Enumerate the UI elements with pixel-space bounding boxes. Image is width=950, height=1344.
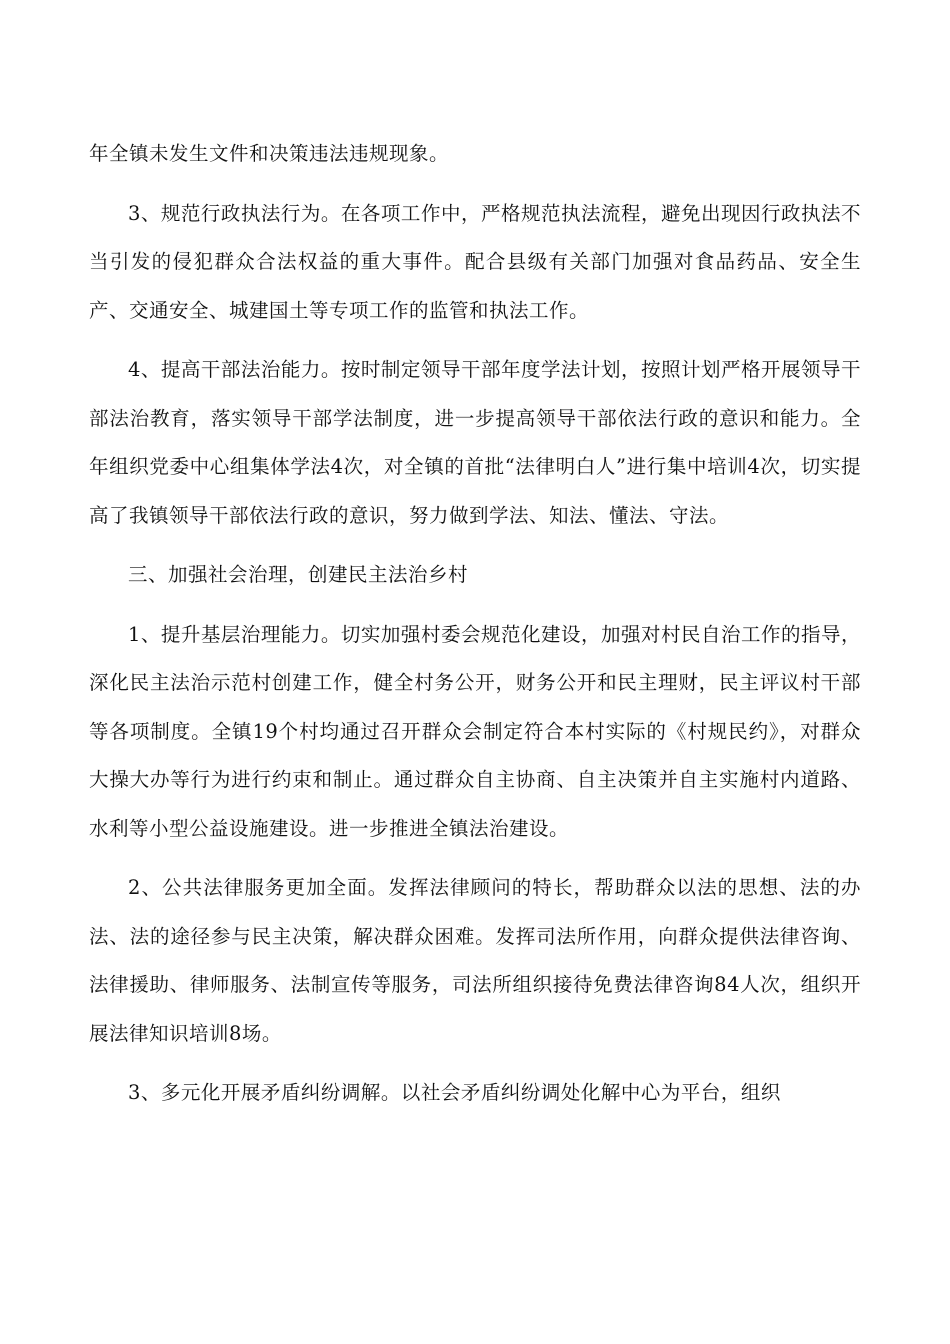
section-heading-3: 三、加强社会治理，创建民主法治乡村 [128,563,469,586]
paragraph-item-3-dispute-mediation: 3、多元化开展矛盾纠纷调解。以社会矛盾纠纷调处化解中心为平台，组织 [128,1081,781,1104]
paragraph-item-3-law-enforcement: 3、规范行政执法行为。在各项工作中，严格规范执法流程，避免出现因行政执法不当引发的侵犯群众合法权益的重大事件。配合县级有关部门加强对食品药品、安全生产、交通安全、城建国土等专项工作的监管和执法工作。 [89,201,861,322]
paragraph-item-2-legal-services: 2、公共法律服务更加全面。发挥法律顾问的特长，帮助群众以法的思想、法的办法、法的途径参与民主决策，解决群众困难。发挥司法所作用，向群众提供法律咨询、法律援助、律师服务、法制宣传等服务，司法所组织接待免费法律咨询84人次，组织开展法律知识培训8场。 [89,876,861,1045]
paragraph-item-4-cadre-capability: 4、提高干部法治能力。按时制定领导干部年度学法计划，按照计划严格开展领导干部法治教育，落实领导干部学法制度，进一步提高领导干部依法行政的意识和能力。全年组织党委中心组集体学法4次，对全镇的首批“法律明白人”进行集中培训4次，切实提高了我镇领导干部依法行政的意识，努力做到学法、知法、懂法、守法。 [89,358,861,527]
document-body [89,130,861,1129]
paragraph-continuation: 年全镇未发生文件和决策违法违规现象。 [89,142,450,165]
paragraph-item-1-grassroots-governance: 1、提升基层治理能力。切实加强村委会规范化建设，加强对村民自治工作的指导，深化民主法治示范村创建工作，健全村务公开，财务公开和民主理财，民主评议村干部等各项制度。全镇19个村均通过召开群众会制定符合本村实际的《村规民约》，对群众大操大办等行为进行约束和制止。通过群众自主协商、自主决策并自主实施村内道路、水利等小型公益设施建设。进一步推进全镇法治建设。 [89,622,861,840]
